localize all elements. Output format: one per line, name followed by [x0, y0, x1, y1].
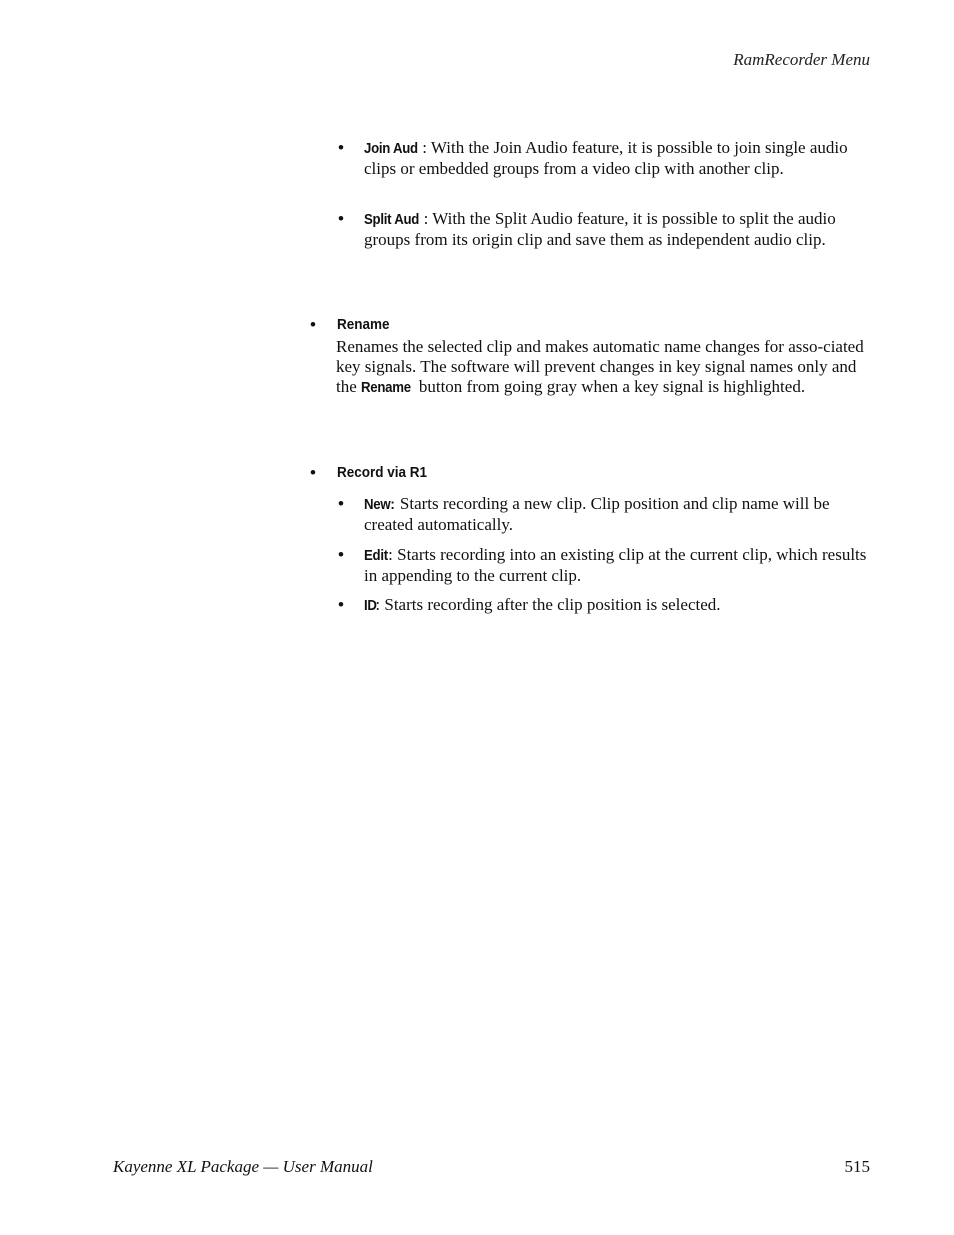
term-edit: Edit [364, 547, 388, 564]
paragraph-rename [336, 337, 872, 398]
list-item-edit [364, 545, 872, 586]
rename-text-a: Renames the selected clip and makes automatic name changes for asso-ciated key signals. The software will prevent changes in key signal names only and the [336, 337, 864, 396]
bullet: • [310, 315, 316, 334]
list-item-join-aud [364, 138, 870, 179]
term-split-aud: Split Aud [364, 211, 420, 228]
running-header: RamRecorder Menu [733, 50, 870, 69]
bullet: • [338, 545, 344, 564]
desc-new: Starts recording a new clip. Clip position and clip name will be created automatically. [364, 494, 830, 534]
heading-rename: Rename [337, 316, 390, 333]
desc-split-aud: : With the Split Audio feature, it is possible to split the audio groups from its origin clip and save them as independent audio clip. [364, 209, 836, 249]
bullet: • [338, 138, 344, 157]
list-item-id [364, 595, 872, 616]
page-number: 515 [844, 1157, 870, 1176]
term-id: ID [364, 597, 377, 614]
heading-record-via-r1: Record via R1 [337, 464, 428, 481]
term-join-aud: Join Aud [364, 140, 418, 157]
term-new: New: [364, 496, 395, 513]
footer-title: Kayenne XL Package — User Manual [113, 1157, 373, 1176]
term-rename-inline: Rename [361, 379, 411, 396]
list-item-new [364, 494, 872, 535]
bullet: • [310, 463, 316, 482]
desc-join-aud: : With the Join Audio feature, it is possible to join single audio clips or embedded groups from a video clip with another clip. [364, 138, 848, 178]
rename-text-b: button from going gray when a key signal is highlighted. [414, 377, 806, 396]
bullet: • [338, 595, 344, 614]
desc-edit: : Starts recording into an existing clip at the current clip, which results in appending to the current clip. [364, 545, 867, 585]
list-item-split-aud [364, 209, 870, 250]
bullet: • [338, 494, 344, 513]
desc-id: : Starts recording after the clip position is selected. [375, 595, 721, 614]
bullet: • [338, 209, 344, 228]
